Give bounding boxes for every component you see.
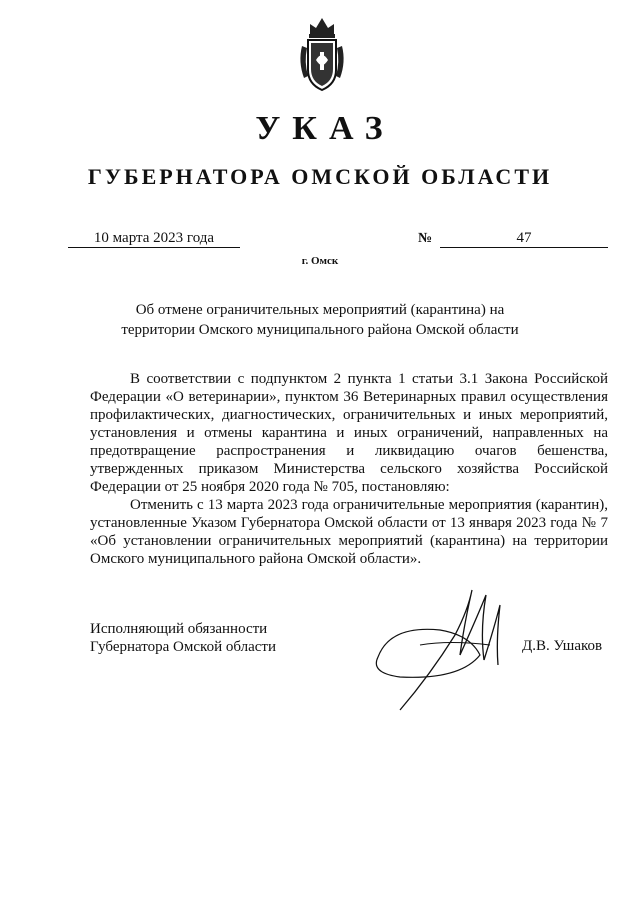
signatory-role-line: Губернатора Омской области bbox=[90, 639, 276, 655]
coat-of-arms-emblem bbox=[296, 12, 348, 96]
signatory-role-line: Исполняющий обязанности bbox=[90, 621, 268, 637]
signatory-role bbox=[90, 620, 276, 656]
document-title: УКАЗ bbox=[255, 110, 395, 147]
signatory-name: Д.В. Ушаков bbox=[522, 638, 603, 654]
body-paragraph: Отменить с 13 марта 2023 года ограничительные мероприятия (карантин), установленные Указом Губернатора Омской области от 13 января 2023 года № 7 «Об установлении ограничительных мероприятий (карантина) на территории Омского муниципального района Омской области». bbox=[90, 497, 608, 567]
document-heading: Об отмене ограничительных мероприятий (карантина) на территории Омского муниципального района Омской области bbox=[121, 302, 519, 338]
handwritten-signature bbox=[360, 585, 510, 715]
document-city: г. Омск bbox=[301, 255, 339, 267]
document-subtitle: ГУБЕРНАТОРА ОМСКОЙ ОБЛАСТИ bbox=[87, 164, 553, 189]
body-paragraph: В соответствии с подпунктом 2 пункта 1 статьи 3.1 Закона Российской Федерации «О ветеринарии», пунктом 36 Ветеринарных правил осуществления профилактических, диагностических, ограничительных и иных мероприятий, установления и отмены карантина и иных ограничений, направленных на предотвращение распространения и ликвидацию очагов бешенства, утвержденных приказом Министерства сельского хозяйства Российской Федерации от 25 ноября 2020 года № 705, постановляю: bbox=[90, 371, 608, 495]
document-number: 47 bbox=[440, 229, 608, 248]
document-date: 10 марта 2023 года bbox=[68, 229, 240, 248]
number-sign: № bbox=[418, 231, 433, 246]
